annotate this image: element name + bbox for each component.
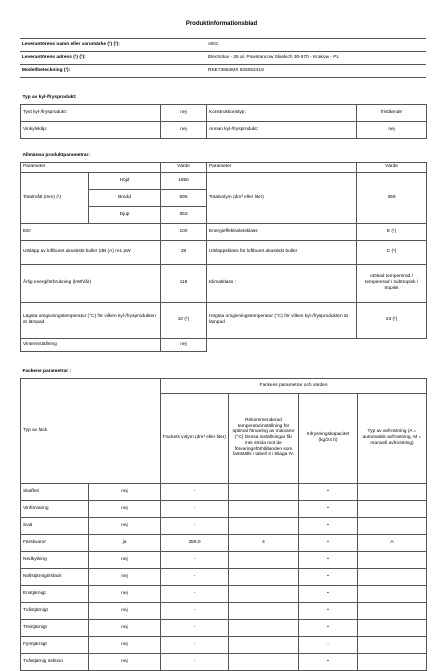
compartment-temp: 4	[229, 534, 299, 551]
compartment-temp	[229, 500, 299, 517]
compartment-present: nej	[89, 636, 161, 653]
compartment-defrost	[358, 551, 427, 568]
compartments-heading: Fackens parametrar :	[21, 366, 427, 378]
noise-emission-label: Utsläpp av luftburet akustiskt buller (dB (A) re1 pW	[21, 240, 161, 264]
compartment-volume: -	[161, 653, 229, 670]
compartment-temp	[229, 619, 299, 636]
compartment-defrost	[358, 483, 427, 500]
noise-class-value: C (¹)	[357, 240, 427, 264]
compartment-rows	[21, 483, 427, 670]
compartment-volume: 359,0	[161, 534, 229, 551]
dimensions-label: Totalmått (mm) (¹)	[21, 172, 89, 223]
table-row	[21, 636, 427, 653]
table-row	[21, 483, 427, 500]
max-temp-label: Högsta omgivningstemperatur (°C) för vilken kyl-/frysprodukten är lämpad	[207, 302, 357, 338]
general-parameters-table	[20, 150, 427, 352]
table-row	[21, 619, 427, 636]
compartment-present: nej	[89, 568, 161, 585]
table-row	[21, 602, 427, 619]
compartment-volume: -	[161, 517, 229, 534]
compartment-name: Tvåstjärnigt	[21, 602, 89, 619]
compartment-volume: -	[161, 602, 229, 619]
design-type-value: fristående	[357, 104, 427, 121]
compartment-temp	[229, 602, 299, 619]
climate-class-value: utökad tempererad / tempererad / subtropisk / tropisk	[357, 264, 427, 302]
height-label: Höjd	[89, 172, 161, 189]
compartment-name: Enstjärnigt	[21, 585, 89, 602]
compartment-present: nej	[89, 653, 161, 670]
compartment-defrost	[358, 517, 427, 534]
col-value: Värde	[161, 162, 207, 172]
noise-emission-value: 39	[161, 240, 207, 264]
compartment-name: Färskvaror	[21, 534, 89, 551]
col-freezing-capacity: Infrysningskapacitet (kg/24 h)	[299, 393, 358, 483]
compartment-freeze: •	[299, 653, 358, 670]
page-title: Produktinformationsblad	[185, 21, 258, 27]
eei-value: 100	[161, 223, 207, 240]
compartment-temp	[229, 483, 299, 500]
compartment-volume: -	[161, 636, 229, 653]
col-defrost-type: Typ av avfrostning (A = automatisk avfrostning, M = manuell avfrostning)	[358, 393, 427, 483]
model-label: Modellbeteckning (¹):	[20, 65, 206, 78]
compartment-name: Nollstjärnigt/isfack	[21, 568, 89, 585]
compartment-present: nej	[89, 551, 161, 568]
compartment-temp	[229, 636, 299, 653]
compartment-freeze: •	[299, 551, 358, 568]
table-row	[21, 585, 427, 602]
supplier-name-label: Leverantörens namn eller varumärke (¹) (²):	[20, 39, 206, 52]
min-temp-label: Lägsta omgivningstemperatur (°C) för vilken kyl-/frysprodukten är lämpad	[21, 302, 161, 338]
compartment-volume: -	[161, 483, 229, 500]
compartment-name: Fyrstjärnigt	[21, 636, 89, 653]
compartments-group-header: Fackens parametrar och värden	[161, 378, 427, 393]
compartment-defrost	[358, 653, 427, 670]
compartment-present: nej	[89, 517, 161, 534]
width-value: 595	[161, 189, 207, 206]
compartment-volume: -	[161, 500, 229, 517]
table-row	[21, 653, 427, 670]
annual-energy-value: 118	[161, 264, 207, 302]
compartment-defrost	[358, 619, 427, 636]
compartment-name: Skafferi	[21, 483, 89, 500]
total-volume-label: Totalvolym (dm³ eller liter)	[207, 172, 357, 223]
energy-class-value: E (¹)	[357, 223, 427, 240]
compartment-name: Vinförvaring	[21, 500, 89, 517]
col-parameter: Parameter	[21, 162, 161, 172]
compartment-name: Sval	[21, 517, 89, 534]
general-heading: Allmänna produktparametrar:	[21, 150, 427, 162]
compartment-temp	[229, 585, 299, 602]
eei-label: EEI	[21, 223, 161, 240]
compartment-freeze: •	[299, 568, 358, 585]
col-compartment-volume: Fackets volym (dm³ eller liter)	[161, 393, 229, 483]
col-parameter-2: Parameter	[207, 162, 357, 172]
compartment-temp	[229, 653, 299, 670]
quiet-appliance-value: nej	[161, 104, 207, 121]
compartments-table	[20, 366, 427, 671]
compartment-freeze: •	[299, 602, 358, 619]
min-temp-value: 10 (¹)	[161, 302, 207, 338]
compartment-defrost	[358, 500, 427, 517]
compartment-temp	[229, 551, 299, 568]
compartment-present: nej	[89, 619, 161, 636]
compartment-temp	[229, 568, 299, 585]
climate-class-label: Klimatklass :	[207, 264, 357, 302]
compartment-defrost	[358, 585, 427, 602]
winter-setting-label: Vinterinställning	[21, 338, 161, 351]
supplier-table	[20, 38, 426, 78]
appliance-type-table	[20, 92, 427, 139]
compartment-freeze: •	[299, 517, 358, 534]
noise-class-label: Utsläppsklass för luftburet akustiskt buller	[207, 240, 357, 264]
compartment-present: nej	[89, 483, 161, 500]
height-value: 1850	[161, 172, 207, 189]
wine-storage-label: Vinkylskåp:	[21, 121, 161, 138]
max-temp-value: 43 (¹)	[357, 302, 427, 338]
depth-value: 653	[161, 206, 207, 223]
model-value: RKE73664MX 925052419	[206, 65, 426, 78]
energy-class-label: Energieffektivitetsklass	[207, 223, 357, 240]
table-row	[21, 534, 427, 551]
compartment-present: nej	[89, 500, 161, 517]
width-label: Bredd	[89, 189, 161, 206]
compartment-volume: -	[161, 585, 229, 602]
total-volume-value: 359	[357, 172, 427, 223]
design-type-label: Konstruktionstyp:	[207, 104, 357, 121]
supplier-address-value: Electrolux - 26 al. Powstancow Slaskich 30-570 - Krakow - PL	[206, 52, 426, 65]
col-recommended-temp: Rekommenderad temperaturinställning för optimal förvaring av matvaror (°C) Dessa inställningar får inte strida mot de förvaringsförhållanden som fastställs i tabell 3 i bilaga IV.	[229, 393, 299, 483]
supplier-address-label: Leverantörens adress (¹) (²):	[20, 52, 206, 65]
compartment-defrost	[358, 568, 427, 585]
compartment-volume: -	[161, 551, 229, 568]
compartment-volume: -	[161, 568, 229, 585]
compartment-name: Nedkylning	[21, 551, 89, 568]
wine-storage-value: nej	[161, 121, 207, 138]
compartment-defrost	[358, 602, 427, 619]
annual-energy-label: Årlig energiförbrukning (kWh/år)	[21, 264, 161, 302]
compartment-name: Trestjärnigt	[21, 619, 89, 636]
compartment-freeze: •	[299, 500, 358, 517]
compartment-freeze: •	[299, 585, 358, 602]
other-appliance-label: Annan kyl-/frysprodukt:	[207, 121, 357, 138]
table-row	[21, 568, 427, 585]
compartment-present: nej	[89, 602, 161, 619]
compartment-volume: -	[161, 619, 229, 636]
compartment-freeze: -	[299, 636, 358, 653]
compartment-defrost	[358, 636, 427, 653]
appliance-type-heading: Typ av kyl-/frysprodukt:	[21, 92, 427, 104]
compartment-temp	[229, 517, 299, 534]
compartment-freeze: •	[299, 619, 358, 636]
other-appliance-value: nej	[357, 121, 427, 138]
table-row	[21, 551, 427, 568]
supplier-name-value: AEG	[206, 39, 426, 52]
compartment-present: nej	[89, 585, 161, 602]
compartment-freeze: •	[299, 483, 358, 500]
col-value-2: Värde	[357, 162, 427, 172]
col-compartment-type: Typ av fack	[21, 378, 161, 483]
winter-setting-value: nej	[161, 338, 207, 351]
compartment-name: Tvåstjärnig sektion	[21, 653, 89, 670]
table-row	[21, 500, 427, 517]
compartment-present: ja	[89, 534, 161, 551]
compartment-defrost: A	[358, 534, 427, 551]
quiet-appliance-label: Tyst kyl-/frysprodukt:	[21, 104, 161, 121]
table-row	[21, 517, 427, 534]
depth-label: Djup	[89, 206, 161, 223]
compartment-freeze: •	[299, 534, 358, 551]
